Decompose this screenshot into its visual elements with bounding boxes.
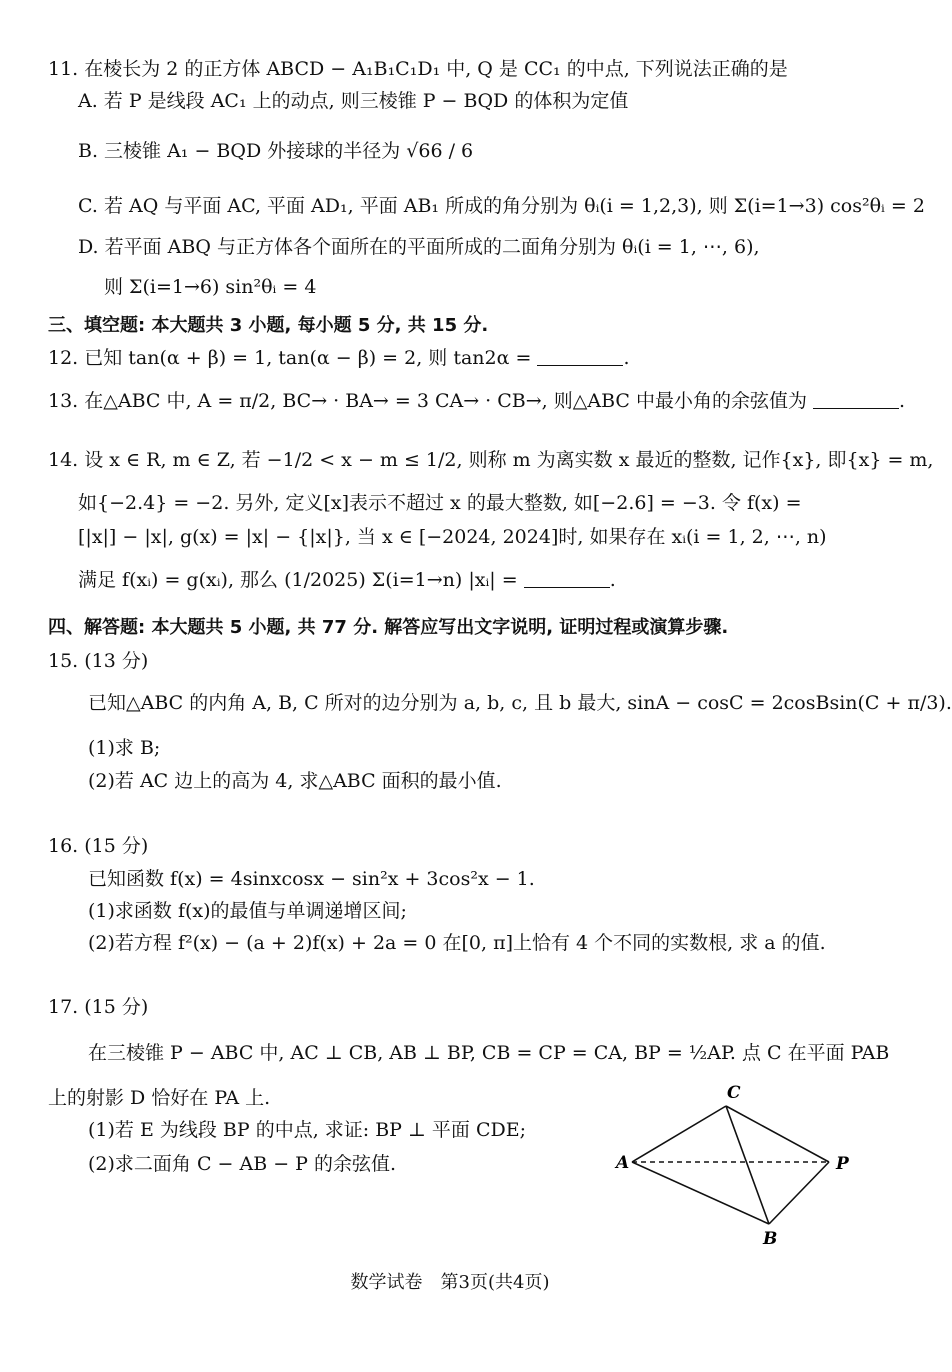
q16-stem: 已知函数 f(x) = 4sinxcosx − sin²x + 3cos²x − 1. <box>88 868 535 890</box>
q11-option-b: B. 三棱锥 A₁ − BQD 外接球的半径为 √66 / 6 <box>78 140 474 162</box>
q15-heading: 15. (13 分) <box>48 650 149 672</box>
q14-line4: 满足 f(xᵢ) = g(xᵢ), 那么 (1/2025) Σ(i=1→n) |xᵢ| = . <box>78 569 616 591</box>
q11-option-a: A. 若 P 是线段 AC₁ 上的动点, 则三棱锥 P − BQD 的体积为定值 <box>78 90 629 112</box>
label-P: P <box>836 1154 849 1174</box>
q14-line3: [|x|] − |x|, g(x) = |x| − {|x|}, 当 x ∈ [−2024, 2024]时, 如果存在 xᵢ(i = 1, 2, ⋯, n) <box>78 526 827 548</box>
q14-line2: 如{−2.4} = −2. 另外, 定义[x]表示不超过 x 的最大整数, 如[−2.6] = −3. 令 f(x) = <box>78 492 802 514</box>
q14-line4-text: 满足 f(xᵢ) = g(xᵢ), 那么 (1/2025) Σ(i=1→n) |xᵢ| = <box>78 569 518 591</box>
q13-answer-blank[interactable] <box>813 392 899 409</box>
q15-part2: (2)若 AC 边上的高为 4, 求△ABC 面积的最小值. <box>88 770 502 792</box>
q17-part2: (2)求二面角 C − AB − P 的余弦值. <box>88 1153 397 1175</box>
q14-answer-blank[interactable] <box>524 571 610 588</box>
edge-CB <box>726 1106 769 1224</box>
page-footer: 数学试卷 第3页(共4页) <box>350 1272 550 1293</box>
section-3-heading: 三、填空题: 本大题共 3 小题, 每小题 5 分, 共 15 分. <box>48 315 489 336</box>
section-4-heading: 四、解答题: 本大题共 5 小题, 共 77 分. 解答应写出文字说明, 证明过程或演算步骤. <box>48 617 729 638</box>
q11-option-c: C. 若 AQ 与平面 AC, 平面 AD₁, 平面 AB₁ 所成的角分别为 θᵢ(i = 1,2,3), 则 Σ(i=1→3) cos²θᵢ = 2 <box>78 195 925 217</box>
q16-part2: (2)若方程 f²(x) − (a + 2)f(x) + 2a = 0 在[0, π]上恰有 4 个不同的实数根, 求 a 的值. <box>88 932 826 954</box>
edge-AB <box>632 1162 769 1224</box>
q16-heading: 16. (15 分) <box>48 835 149 857</box>
label-B: B <box>763 1229 778 1249</box>
edge-BP <box>769 1162 829 1224</box>
q14-line1: 14. 设 x ∈ R, m ∈ Z, 若 −1/2 < x − m ≤ 1/2, 则称 m 为离实数 x 最近的整数, 记作{x}, 即{x} = m, <box>48 449 934 471</box>
q12-text: 12. 已知 tan(α + β) = 1, tan(α − β) = 2, 则 tan2α = <box>48 347 532 369</box>
q15-part1: (1)求 B; <box>88 737 161 759</box>
q13: 13. 在△ABC 中, A = π/2, BC→ · BA→ = 3 CA→ · CB→, 则△ABC 中最小角的余弦值为 . <box>48 390 906 412</box>
q15-stem: 已知△ABC 的内角 A, B, C 所对的边分别为 a, b, c, 且 b 最大, sinA − cosC = 2cosBsin(C + π/3). <box>88 692 952 714</box>
q12-answer-blank[interactable] <box>537 349 623 366</box>
q13-text: 13. 在△ABC 中, A = π/2, BC→ · BA→ = 3 CA→ · CB→, 则△ABC 中最小角的余弦值为 <box>48 390 807 412</box>
q17-stem-line2: 上的射影 D 恰好在 PA 上. <box>48 1087 271 1109</box>
q17-heading: 17. (15 分) <box>48 996 149 1018</box>
q11-option-d-line2: 则 Σ(i=1→6) sin²θᵢ = 4 <box>104 276 317 298</box>
q17-part1: (1)若 E 为线段 BP 的中点, 求证: BP ⊥ 平面 CDE; <box>88 1119 526 1141</box>
edge-AC <box>632 1106 726 1162</box>
edge-CP <box>726 1106 829 1162</box>
q11-option-d-line1: D. 若平面 ABQ 与正方体各个面所在的平面所成的二面角分别为 θᵢ(i = 1, ⋯, 6), <box>78 236 760 258</box>
q11-stem: 11. 在棱长为 2 的正方体 ABCD − A₁B₁C₁D₁ 中, Q 是 CC₁ 的中点, 下列说法正确的是 <box>48 58 788 80</box>
label-A: A <box>616 1153 630 1173</box>
label-C: C <box>727 1083 741 1103</box>
pyramid-figure <box>612 1078 872 1248</box>
q17-stem-line1: 在三棱锥 P − ABC 中, AC ⊥ CB, AB ⊥ BP, CB = CP = CA, BP = ½AP. 点 C 在平面 PAB <box>88 1042 890 1064</box>
q16-part1: (1)求函数 f(x)的最值与单调递增区间; <box>88 900 407 922</box>
q12: 12. 已知 tan(α + β) = 1, tan(α − β) = 2, 则 tan2α = . <box>48 347 630 369</box>
